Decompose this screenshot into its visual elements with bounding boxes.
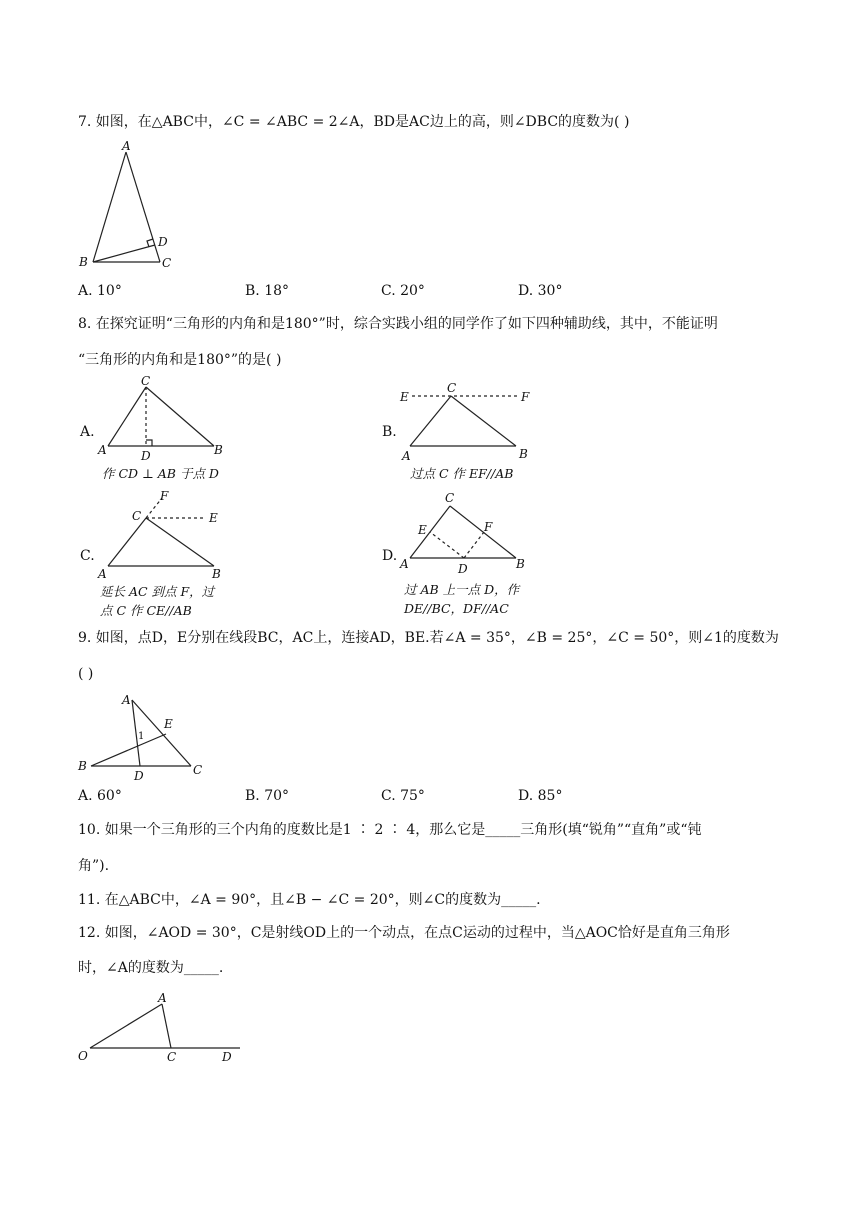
q12-label-c: C [167, 1050, 177, 1064]
q8c-label-f: F [160, 489, 169, 503]
q9-stem-line2: ( ) [78, 666, 94, 682]
q9-option-c[interactable]: C. 75° [381, 788, 425, 804]
q8d-label-d: D [458, 562, 468, 576]
q8-stem-line2: “三角形的内角和是180°”的是( ) [78, 352, 282, 368]
q8-figure-d[interactable] [398, 488, 548, 622]
q8-option-c-label[interactable]: C. [80, 548, 95, 564]
q8b-label-c: C [447, 381, 457, 395]
q7-label-b: B [79, 255, 88, 269]
q12-label-o: O [78, 1049, 88, 1063]
q12-label-a: A [158, 991, 167, 1005]
q8d-caption-1: 过 AB 上一点 D，作 [404, 582, 520, 597]
q7-figure [76, 139, 186, 272]
q7-label-c: C [162, 256, 172, 270]
q9-option-a[interactable]: A. 60° [78, 788, 122, 804]
q9-label-a: A [122, 693, 131, 707]
q9-label-e: E [164, 717, 173, 731]
q11-stem: 11. 在△ABC中，∠A = 90°，且∠B − ∠C = 20°，则∠C的度数为_____. [78, 892, 541, 908]
q9-label-c: C [193, 763, 203, 777]
q8c-label-a: A [98, 567, 107, 581]
q12-figure [76, 988, 246, 1066]
q9-label-b: B [78, 759, 87, 773]
q8d-label-a: A [400, 557, 409, 571]
q8d-label-e: E [418, 523, 427, 537]
q8a-label-d: D [141, 449, 151, 463]
q8d-label-f: F [484, 520, 493, 534]
q7-option-d[interactable]: D. 30° [518, 283, 563, 299]
q8b-label-a: A [402, 449, 411, 463]
q8d-caption-2: DE//BC，DF//AC [404, 601, 509, 616]
q8b-label-b: B [519, 447, 528, 461]
q8b-label-e: E [400, 390, 409, 404]
q9-label-d: D [134, 769, 144, 783]
q8c-label-b: B [212, 567, 221, 581]
q10-stem-line2: 角”). [78, 858, 110, 874]
q8b-label-f: F [521, 390, 530, 404]
q8a-caption: 作 CD ⊥ AB 于点 D [102, 466, 219, 481]
q7-option-c[interactable]: C. 20° [381, 283, 425, 299]
q8a-label-b: B [214, 443, 223, 457]
q8-option-b-label[interactable]: B. [382, 424, 397, 440]
q12-label-d: D [222, 1050, 232, 1064]
q8c-caption-1: 延长 AC 到点 F，过 [100, 584, 215, 599]
q9-stem-line1: 9. 如图，点D，E分别在线段BC，AC上，连接AD，BE.若∠A = 35°，∠B = 25°，∠C = 50°，则∠1的度数为 [78, 630, 779, 646]
q9-figure [76, 688, 216, 784]
q8c-label-e: E [209, 511, 218, 525]
q12-stem-line1: 12. 如图，∠AOD = 30°，C是射线OD上的一个动点，在点C运动的过程中，当△AOC恰好是直角三角形 [78, 925, 730, 941]
q7-label-d: D [158, 235, 168, 249]
q10-stem-line1: 10. 如果一个三角形的三个内角的度数比是1 ∶ 2 ∶ 4，那么它是_____三角形(填“锐角”“直角”或“钝 [78, 822, 702, 838]
q8-figure-a[interactable] [96, 374, 236, 484]
q8-option-a-label[interactable]: A. [80, 424, 95, 440]
q8a-label-c: C [141, 374, 151, 388]
q8c-label-c: C [132, 509, 142, 523]
q8a-label-a: A [98, 443, 107, 457]
q9-option-d[interactable]: D. 85° [518, 788, 563, 804]
q8-figure-b[interactable] [398, 378, 548, 484]
q12-stem-line2: 时，∠A的度数为_____. [78, 960, 224, 976]
q8b-caption: 过点 C 作 EF//AB [410, 466, 514, 481]
q7-option-a[interactable]: A. 10° [78, 283, 122, 299]
q9-option-b[interactable]: B. 70° [245, 788, 290, 804]
q8-option-d-label[interactable]: D. [382, 548, 398, 564]
q8c-caption-2: 点 C 作 CE//AB [100, 603, 192, 618]
q8-stem-line1: 8. 在探究证明“三角形的内角和是180°”时，综合实践小组的同学作了如下四种辅助线，其中，不能证明 [78, 316, 718, 332]
q9-label-1: 1 [138, 731, 145, 742]
q7-label-a: A [122, 139, 131, 153]
q8d-label-b: B [516, 557, 525, 571]
q8-figure-c[interactable] [96, 488, 236, 622]
q7-option-b[interactable]: B. 18° [245, 283, 290, 299]
q7-stem: 7. 如图，在△ABC中，∠C = ∠ABC = 2∠A，BD是AC边上的高，则∠DBC的度数为( ) [78, 114, 630, 130]
q8d-label-c: C [445, 491, 455, 505]
